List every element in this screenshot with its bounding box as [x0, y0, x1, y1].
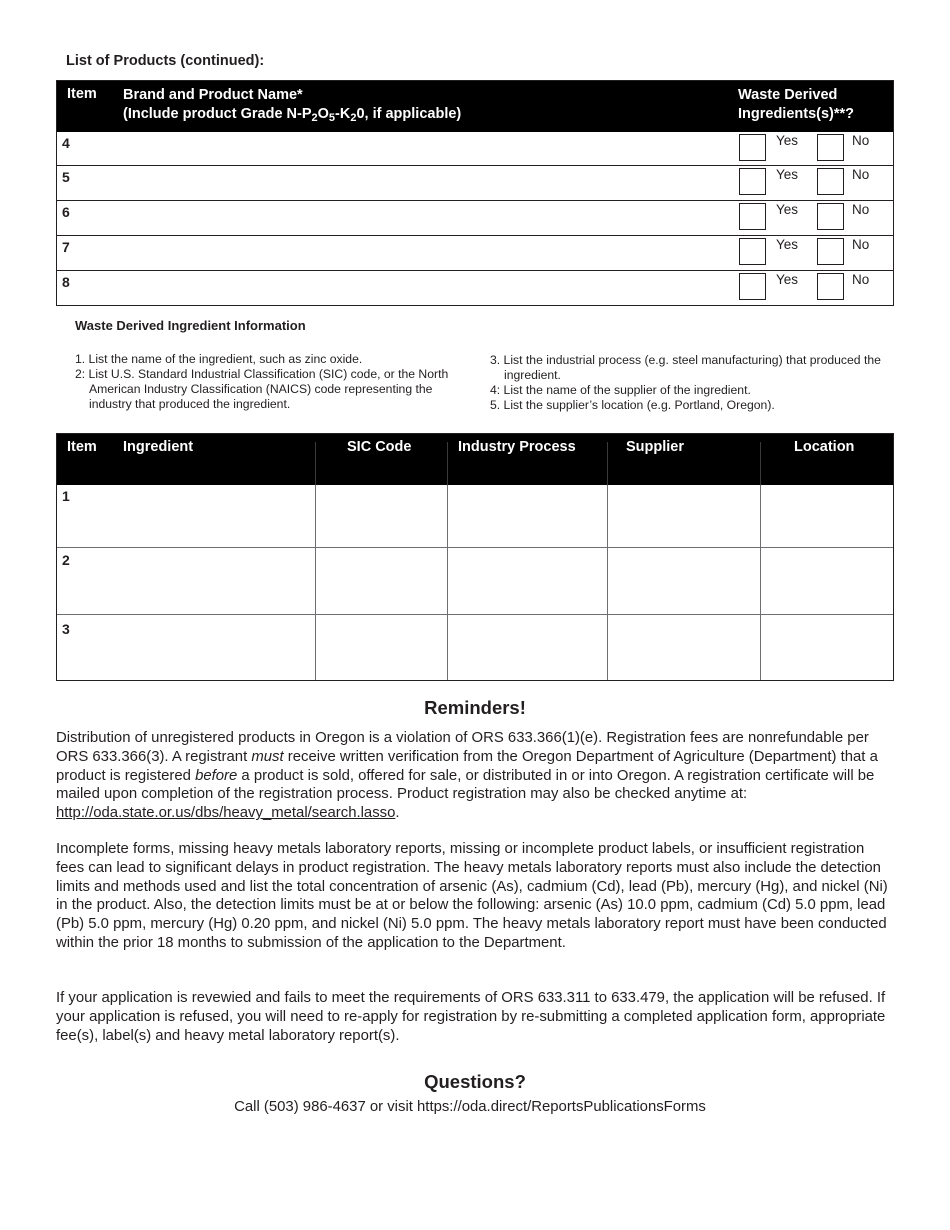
no-checkbox[interactable]	[817, 238, 844, 265]
waste-info-title: Waste Derived Ingredient Information	[75, 318, 306, 333]
product-row[interactable]	[57, 235, 893, 270]
waste-info-list-right	[490, 353, 885, 413]
no-checkbox[interactable]	[817, 168, 844, 195]
row-number: 8	[62, 274, 70, 290]
header-divider	[447, 442, 448, 485]
registration-search-link[interactable]: http://oda.state.or.us/dbs/heavy_metal/search.lasso	[56, 805, 396, 822]
products-table	[56, 80, 894, 306]
row-number: 6	[62, 204, 70, 220]
no-checkbox[interactable]	[817, 273, 844, 300]
reminders-paragraph-2: Incomplete forms, missing heavy metals laboratory reports, missing or incomplete product labels, or insufficient registration fees can lead to significant delays in product registration. The heavy metals laboratory reports must also include the detection limits and methods used and list the total concentration of arsenic (As), cadmium (Cd), lead (Pb), mercury (Hg), and nickel (Ni) in the product. Also, the detection limits must be at or below the following: arsenic (As) 10.0 ppm, cadmium (Cd) 5.0 ppm, lead (Pb) 5.0 ppm, mercury (Hg) 0.20 ppm, and nickel (Ni) 5.0 ppm. The heavy metals laboratory report must have been conducted within the prior 18 months to submission of the application to the Department.	[56, 841, 888, 951]
header-waste-derived: Waste Derived Ingredients(s)**?	[738, 87, 855, 122]
list-item: 4: List the name of the supplier of the ingredient.	[490, 383, 751, 397]
column-divider	[760, 485, 761, 680]
yes-checkbox[interactable]	[739, 273, 766, 300]
yes-checkbox[interactable]	[739, 168, 766, 195]
products-table-header	[57, 81, 893, 132]
row-divider	[57, 614, 893, 615]
questions-heading: Questions?	[424, 1071, 526, 1092]
list-item: 3. List the industrial process (e.g. steel manufacturing) that produced the ingredient.	[490, 353, 881, 382]
product-row[interactable]	[57, 200, 893, 235]
yes-checkbox[interactable]	[739, 238, 766, 265]
yes-label: Yes	[776, 272, 799, 287]
list-item: 5. List the supplier’s location (e.g. Portland, Oregon).	[490, 398, 775, 412]
no-checkbox[interactable]	[817, 134, 844, 161]
no-label: No	[852, 237, 870, 252]
yes-label: Yes	[776, 202, 799, 217]
header-supplier: Supplier	[626, 439, 685, 455]
header-brand-product-name: Brand and Product Name* (Include product Grade $N-P_2O_5-K_20$, if applicable)	[123, 87, 462, 124]
no-checkbox[interactable]	[817, 203, 844, 230]
no-label: No	[852, 167, 870, 182]
yes-label: Yes	[776, 133, 799, 148]
products-section-title: List of Products (continued):	[66, 53, 265, 69]
ingredient-row-number: 1	[62, 488, 70, 504]
yes-checkbox[interactable]	[739, 134, 766, 161]
product-row[interactable]	[57, 270, 893, 305]
header-divider	[315, 442, 316, 485]
column-divider	[447, 485, 448, 680]
ingredients-table-header	[57, 434, 893, 485]
product-row[interactable]	[57, 132, 893, 165]
list-item: 2: List U.S. Standard Industrial Classification (SIC) code, or the North American Industry Classification (NAICS) code representing the industry that produced the ingredient.	[75, 367, 449, 411]
yes-label: Yes	[776, 167, 799, 182]
column-divider	[607, 485, 608, 680]
reminders-heading: Reminders!	[424, 697, 526, 718]
no-label: No	[852, 272, 870, 287]
row-number: 5	[62, 169, 70, 185]
column-divider	[315, 485, 316, 680]
row-number: 7	[62, 239, 70, 255]
waste-info-list-left	[75, 352, 470, 412]
product-row[interactable]	[57, 165, 893, 200]
header-sic-code: SIC Code	[347, 439, 412, 455]
header-ingredient: Ingredient	[123, 439, 194, 455]
header-industry-process: Industry Process	[458, 439, 576, 455]
ingredients-table	[56, 433, 894, 681]
reminders-paragraph-1: Distribution of unregistered products in Oregon is a violation of ORS 633.366(1)(e). Registration fees are nonrefundable per ORS 633.366(3). A registrant must receive written verification from the Oregon Department of Agriculture (Department) that a product is registered before a product is sold, offered for sale, or distributed in or into Oregon. A registration certificate will be mailed upon completion of the registration process. Product registration may also be checked anytime at: http://oda.state.or.us/dbs/heavy_metal/search.lasso.	[56, 730, 878, 822]
header-divider	[760, 442, 761, 485]
no-label: No	[852, 133, 870, 148]
header-divider	[607, 442, 608, 485]
contact-line: Call (503) 986-4637 or visit https://oda.direct/ReportsPublicationsForms	[234, 1099, 706, 1115]
no-label: No	[852, 202, 870, 217]
header-location: Location	[794, 439, 855, 455]
yes-checkbox[interactable]	[739, 203, 766, 230]
reminders-paragraph-3: If your application is revewied and fails to meet the requirements of ORS 633.311 to 633.479, the application will be refused. If your application is refused, you will need to re-apply for registration by re-submitting a completed application form, appropriate fee(s), label(s) and heavy metal laboratory report(s).	[56, 990, 886, 1044]
yes-label: Yes	[776, 237, 799, 252]
row-number: 4	[62, 135, 70, 151]
header-item: Item	[67, 439, 97, 455]
list-item: 1. List the name of the ingredient, such as zinc oxide.	[75, 352, 363, 366]
row-divider	[57, 547, 893, 548]
ingredient-row-number: 3	[62, 621, 70, 637]
ingredient-row-number: 2	[62, 552, 70, 568]
header-item: Item	[67, 86, 97, 102]
